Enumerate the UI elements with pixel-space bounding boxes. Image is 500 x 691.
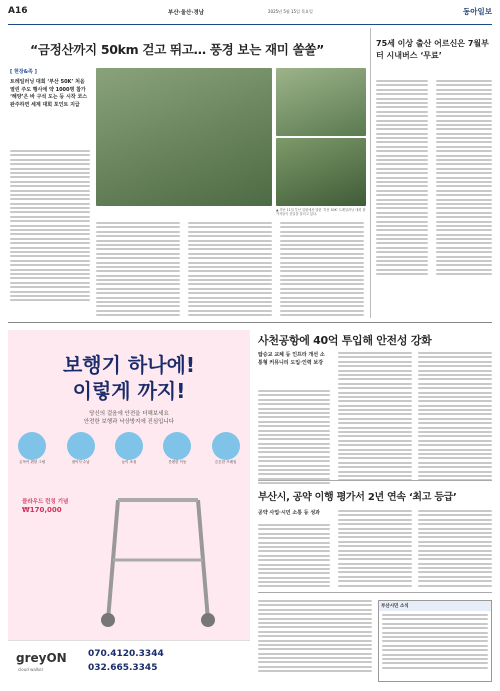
kicker: [ 현장&족 ] xyxy=(10,69,37,75)
issue-date: 2025년 5월 15일 목요일 xyxy=(268,9,313,14)
notice-table xyxy=(378,600,492,682)
body-text-column xyxy=(418,352,492,484)
trail-run-photo-main xyxy=(96,68,272,206)
notice-table-title: 부산시민 소식 xyxy=(379,601,491,611)
story2-subhead: 탑승교 교체 등 인프라 개선 소통형 커뮤니티 도입·인력 보강 xyxy=(258,352,325,366)
story2-headline: 사천공항에 40억 투입해 안전성 강화 xyxy=(258,334,432,347)
phone-2[interactable]: 032.665.3345 xyxy=(88,663,158,673)
ad-headline-2: 이렇게 까지! xyxy=(72,379,186,403)
phone-1[interactable]: 070.4120.3344 xyxy=(88,649,164,659)
page-number: A16 xyxy=(8,6,28,16)
body-text-column xyxy=(338,352,412,484)
brand-tagline: cloud walker xyxy=(18,667,44,672)
masthead xyxy=(8,6,492,22)
newspaper-logo: 동아일보 xyxy=(463,7,492,16)
sidebar-body-text xyxy=(436,80,492,278)
ad-price: ₩170,000 xyxy=(22,506,62,514)
fold-icon xyxy=(67,432,95,460)
story-divider xyxy=(258,480,492,481)
height-adjust-icon xyxy=(115,432,143,460)
brand-logo: greyON xyxy=(16,651,67,665)
walker-product-image xyxy=(98,490,218,630)
story3-subhead: 공약 사업·시민 소통 등 성과 xyxy=(258,510,320,516)
walker-advertisement[interactable] xyxy=(8,330,250,680)
ad-subtitle-2: 안전한 보행과 낙상방지에 진심입니다 xyxy=(83,419,175,425)
trail-run-photo-3 xyxy=(276,138,366,206)
ad-footer xyxy=(8,640,250,680)
story3-headline: 부산시, 공약 이행 평가서 2년 연속 ‘최고 등급’ xyxy=(258,492,457,503)
notice-text xyxy=(258,600,372,675)
body-text-column xyxy=(338,510,412,589)
body-text-column xyxy=(188,222,272,319)
story-divider xyxy=(258,592,492,593)
masthead-divider xyxy=(8,24,492,25)
body-text-column xyxy=(418,510,492,589)
body-text-column xyxy=(280,222,364,319)
ad-feature-icons: 손목이 편한 그립 접이식 수납 높이 조절 간편한 이동 튼튼한 프레임 xyxy=(8,432,250,465)
ad-headline-1: 보행기 하나에! xyxy=(62,353,195,377)
photo-caption: ▲ 지난 11일 부산 일원에서 열린 ‘부산 50K’ 트레일러닝 대회 참가자들이 산길을 달리고 있다. xyxy=(276,208,366,217)
grip-icon xyxy=(18,432,46,460)
main-story-intro xyxy=(10,68,90,109)
ad-promo: 클라우드 런칭 기념 ₩170,000 xyxy=(22,498,92,514)
ad-subtitle-1: 당신의 걸음에 안전을 더해보세요 xyxy=(89,411,169,417)
sidebar-headline: 75세 이상 출산 어르신은 7월부터 시내버스 ‘무료’ xyxy=(376,39,489,60)
frame-icon xyxy=(212,432,240,460)
body-text-column xyxy=(10,150,90,304)
move-icon xyxy=(163,432,191,460)
body-text-column xyxy=(258,390,330,487)
column-divider xyxy=(370,28,371,318)
main-headline: “금정산까지 50km 걷고 뛰고… 풍경 보는 재미 쏠쏠” xyxy=(30,42,325,57)
body-text-column xyxy=(258,524,330,590)
section-divider xyxy=(8,322,492,323)
body-text-column xyxy=(96,222,180,319)
sidebar-body-text xyxy=(376,80,428,278)
trail-run-photo-2 xyxy=(276,68,366,136)
section-title: 부산·울산·경남 xyxy=(168,10,205,16)
lead-paragraph: 트레일러닝 대회 ‘부산 50K’ 처음 열린 주도 행사에 약 1000명 참가 ‘해양’은 바 구석 도는 등 시작 코스 완주하면 세계 대회 포인트 지급 xyxy=(10,79,88,108)
